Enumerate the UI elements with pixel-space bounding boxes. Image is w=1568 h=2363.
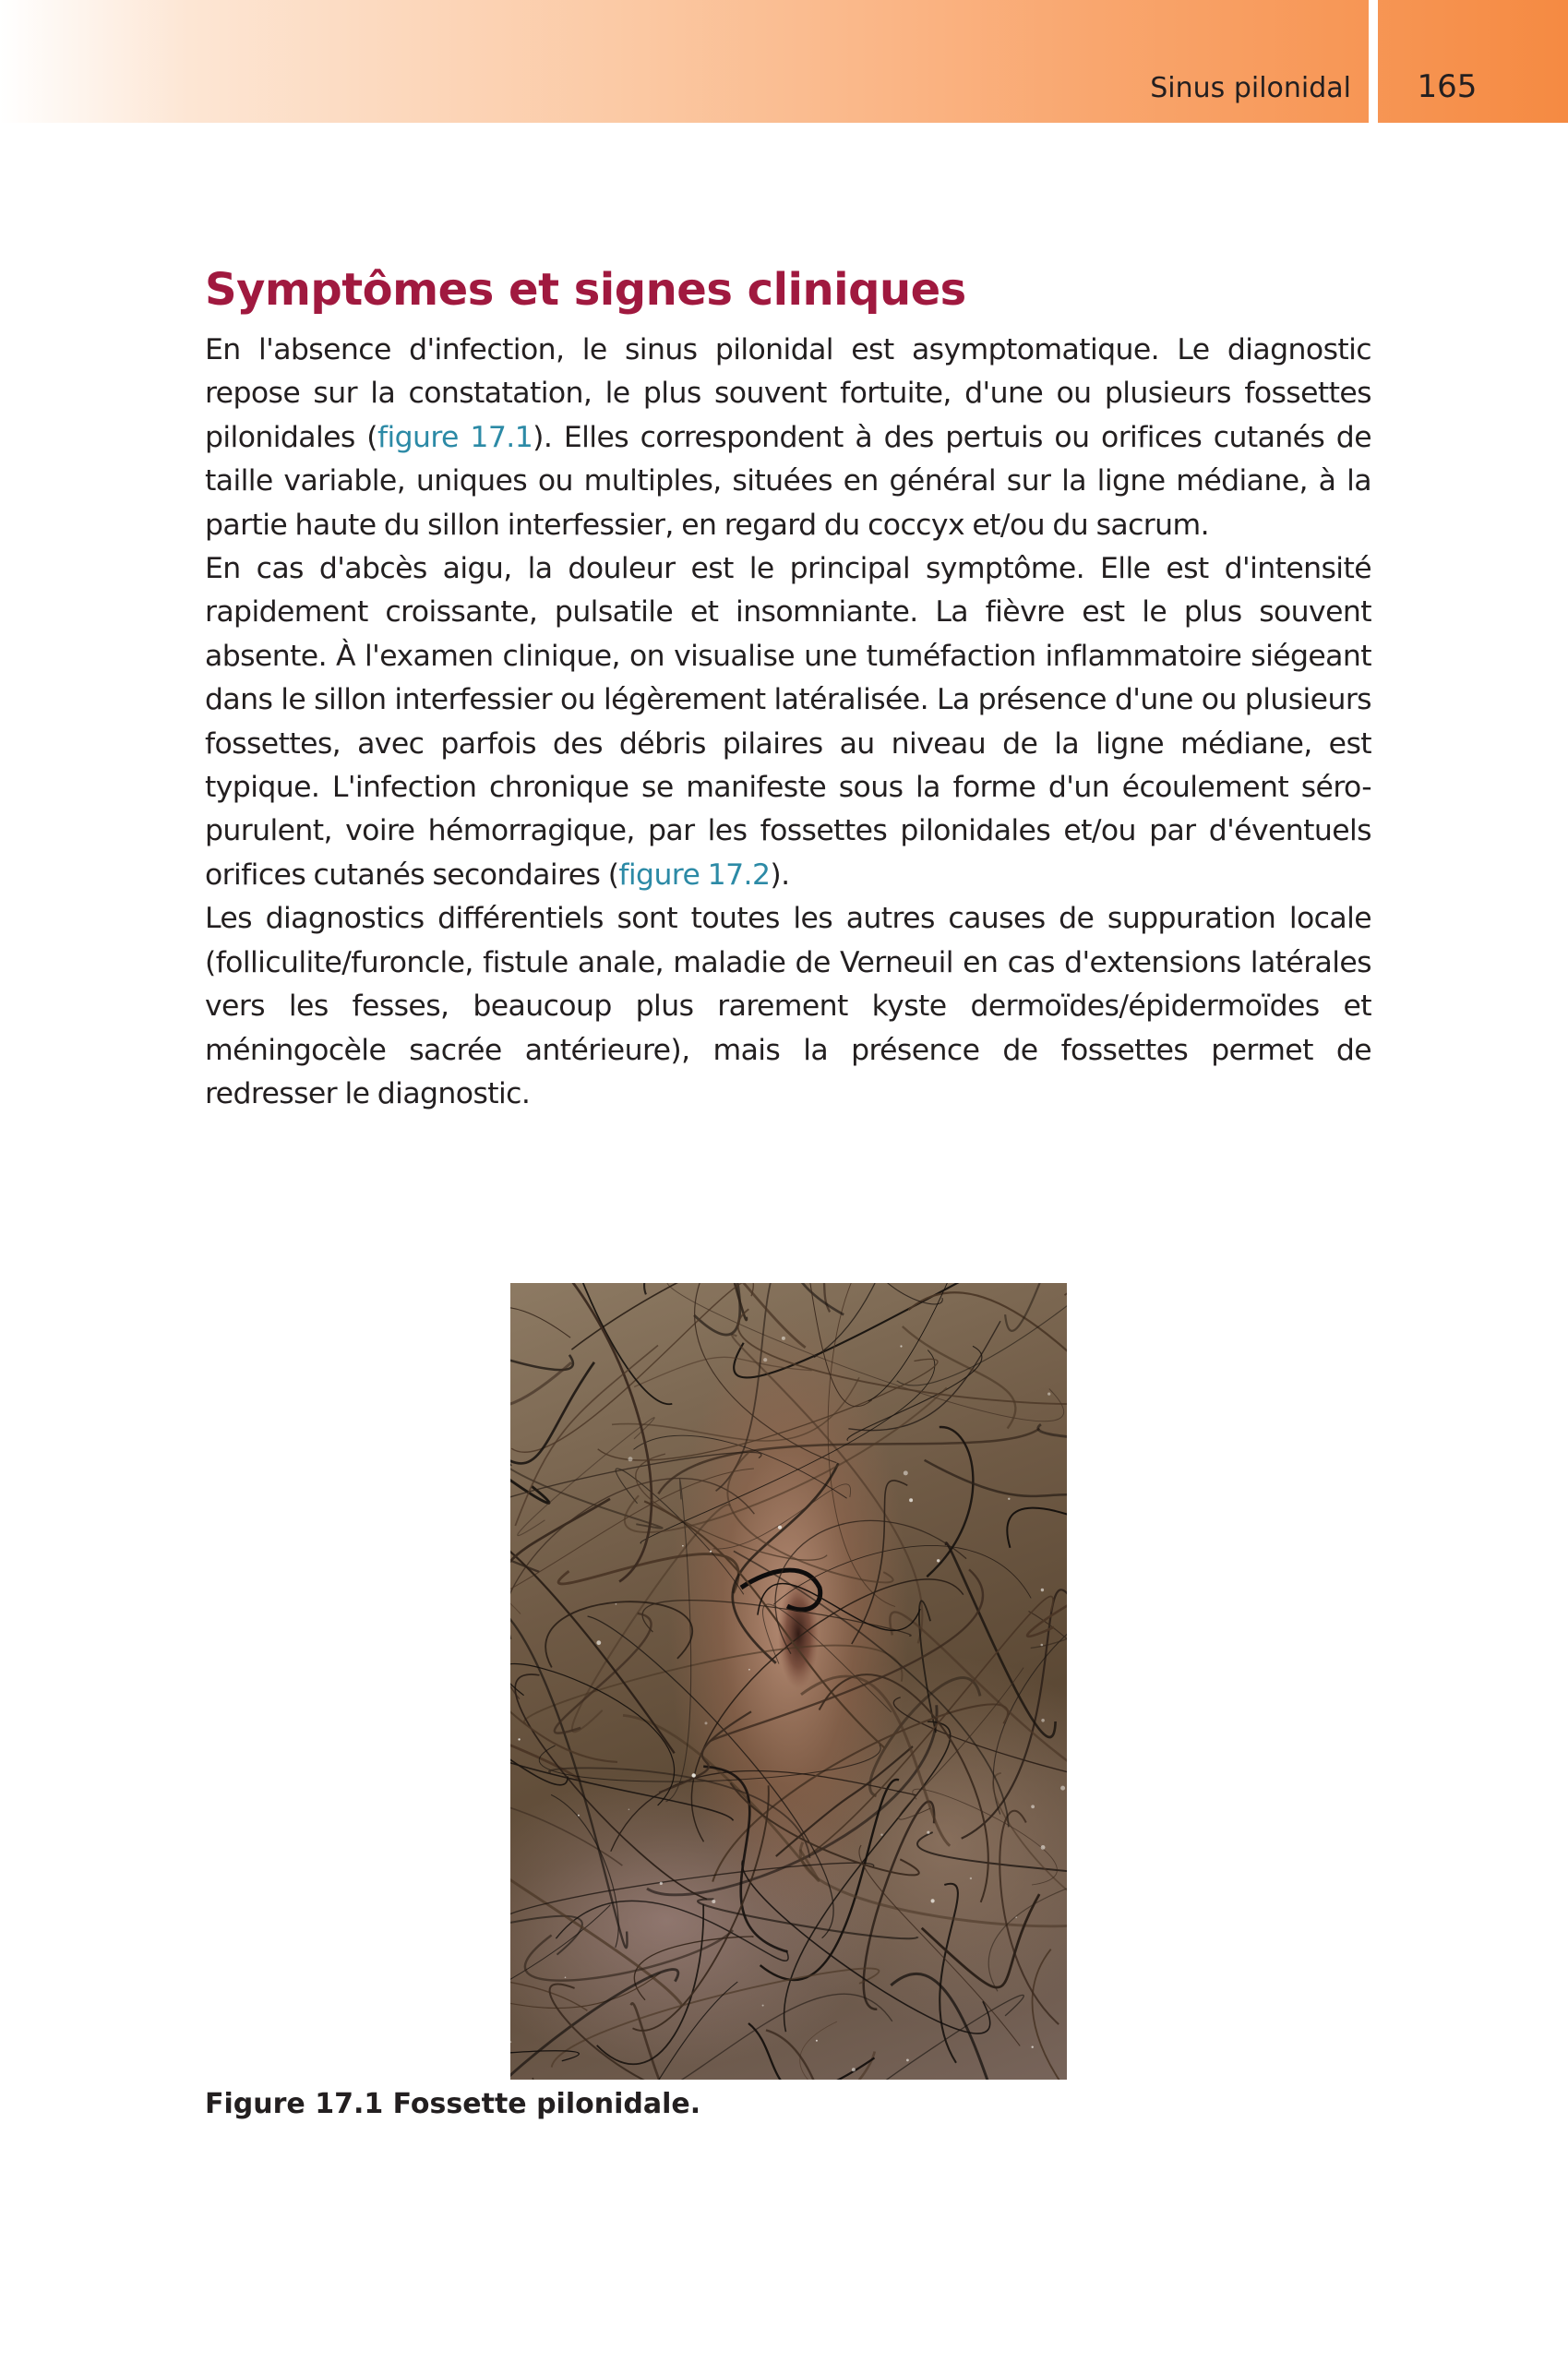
hair-strand	[669, 1283, 740, 1335]
figure-reference-link[interactable]: figure 17.2	[618, 858, 771, 892]
skin-highlight	[660, 1882, 663, 1885]
hair-texture	[510, 1283, 1067, 2080]
skin-highlight	[510, 2041, 511, 2043]
hair-strand	[637, 1283, 747, 1320]
skin-highlight	[816, 2040, 818, 2042]
hair-strand	[510, 1290, 571, 1407]
skin-highlight	[1015, 1916, 1017, 1918]
hair-strand	[551, 1794, 618, 1947]
hair-strand	[558, 1554, 738, 1593]
skin-highlight	[692, 1773, 696, 1777]
hair-strand	[734, 1283, 1067, 1377]
skin-highlight	[1008, 1498, 1010, 1500]
skin-highlight	[927, 1831, 929, 1834]
skin-highlight	[970, 1877, 972, 1879]
skin-highlight	[909, 1498, 913, 1502]
skin-highlight	[705, 1721, 708, 1724]
skin-highlight	[1032, 2046, 1034, 2048]
hair-strand	[510, 1571, 521, 1723]
skin-highlight	[852, 2068, 856, 2071]
hair-strand	[706, 1283, 872, 1407]
header-divider	[1369, 0, 1378, 123]
paragraph-text: En l'absence d'infection, le sinus pilonidal est asymptomatique. Le diagnostic repose sur la constatation, le plus souvent fortuite, d'une ou plusieurs fossettes pilonidales (	[205, 333, 1371, 454]
figure-reference-link[interactable]: figure 17.1	[377, 420, 533, 454]
running-title: Sinus pilonidal	[1150, 72, 1351, 104]
skin-highlight	[682, 1545, 684, 1547]
hair-strand	[784, 1721, 951, 2032]
hair-strand	[909, 1292, 1067, 1474]
hair-strand	[731, 1783, 919, 1876]
hair-strand	[800, 1842, 1067, 1926]
hair-strand	[510, 1448, 539, 1572]
hair-strand	[712, 1704, 1008, 1881]
hair-strand	[925, 1460, 1067, 1496]
page-number: 165	[1417, 68, 1478, 105]
skin-highlight	[1041, 1589, 1044, 1591]
skin-highlight	[710, 1551, 712, 1553]
hair-strand	[814, 1995, 1023, 2080]
paragraph-text: ). Elles correspondent à des pertuis ou orifices cutanés de taille variable, uniques ou multiples, situées en général sur la ligne médiane, à la partie haute du sillon interfessier, en regard du coccyx et/ou du sacrum.	[205, 420, 1371, 542]
hair-strand	[510, 1517, 675, 1753]
skin-highlight	[763, 1358, 767, 1361]
hair-strand	[890, 1612, 1067, 1806]
skin-highlight	[565, 1977, 567, 1979]
skin-highlight	[628, 1457, 633, 1461]
hair-strand	[510, 1512, 617, 1762]
hair-strand	[1007, 1508, 1067, 1684]
skin-highlight	[1041, 1644, 1044, 1647]
pilonidal-pit	[778, 1578, 819, 1689]
hair-strand	[962, 1589, 1067, 1838]
paragraph-text: ).	[770, 858, 790, 892]
skin-highlight	[1041, 1845, 1046, 1850]
hair-strand	[1038, 1424, 1067, 1505]
hair-strand	[597, 1904, 704, 2064]
hair-strand	[927, 1427, 973, 1577]
skin-highlight	[1047, 1393, 1050, 1396]
hair-strand	[766, 2030, 932, 2080]
hair-strand	[858, 1283, 943, 1304]
hair-strand	[776, 1746, 913, 1856]
section-heading: Symptômes et signes cliniques	[205, 264, 966, 316]
skin-highlight	[782, 1337, 785, 1340]
hair-strand	[999, 1811, 1059, 2024]
skin-highlight	[712, 1900, 715, 1903]
hair-strand	[524, 1646, 903, 1724]
hair-strand	[510, 1283, 573, 1370]
skin-highlight	[931, 1899, 935, 1902]
skin-highlight	[906, 2059, 909, 2062]
hair-strand	[893, 1697, 1067, 1801]
paragraph	[205, 547, 1371, 897]
figure-caption: Figure 17.1 Fossette pilonidale.	[205, 2088, 701, 2120]
hair-strand	[848, 1321, 1000, 1430]
clinical-photo	[510, 1283, 1067, 2080]
paragraph	[205, 329, 1371, 547]
hair-strand	[748, 2023, 875, 2080]
hair-strand	[732, 1335, 922, 1643]
skin-highlight	[1041, 1719, 1045, 1722]
hair-strand	[891, 1973, 1067, 2080]
hair-strand	[555, 1613, 652, 1733]
header-band	[0, 0, 1568, 123]
paragraph-text: Les diagnostics différentiels sont toutes les autres causes de suppuration locale (folliculite/furoncle, fistule anale, maladie de Verneuil en cas d'extensions latérales vers les fesses, beaucoup plus rarement kyste dermoïdes/épidermoïdes et méningocèle sacrée antérieure), mais la présence de fossettes permet de redresser le diagnostic.	[205, 902, 1371, 1110]
skin-highlight	[578, 1815, 580, 1817]
hair-strand	[710, 2052, 875, 2081]
skin-highlight	[1060, 1786, 1065, 1791]
hair-strand	[1065, 1288, 1068, 1406]
paragraph	[205, 897, 1371, 1116]
skin-highlight	[518, 1738, 520, 1740]
hair-strand	[913, 1789, 1058, 1885]
skin-highlight	[937, 1559, 940, 1562]
hair-strand	[800, 2021, 980, 2080]
hair-strand	[940, 1884, 958, 2063]
skin-highlight	[762, 2005, 764, 2007]
skin-highlight	[748, 1669, 750, 1671]
hair-strand	[899, 1668, 1023, 1820]
skin-highlight	[904, 1470, 908, 1475]
skin-highlight	[616, 1603, 617, 1605]
hair-strand	[510, 1469, 754, 1622]
hair-strand	[742, 1861, 990, 2033]
hair-strand	[738, 1309, 1067, 1404]
hair-strand	[510, 1357, 511, 1467]
hair-strand	[946, 1543, 1056, 1737]
skin-highlight	[880, 1834, 882, 1836]
skin-highlight	[1031, 1805, 1035, 1808]
body-text	[205, 329, 1371, 1116]
hair-strand	[727, 1450, 892, 1582]
paragraph-text: En cas d'abcès aigu, la douleur est le principal symptôme. Elle est d'intensité rapidement croissante, pulsatile et insomniante. La fièvre est le plus souvent absente. À l'examen clinique, on visualise une tuméfaction inflammatoire siégeant dans le sillon interfessier ou légèrement latéralisée. La présence d'une ou plusieurs fossettes, avec parfois des débris pilaires au niveau de la ligne médiane, est typique. L'infection chronique se manifeste sous la forme d'un écoulement séro-purulent, voire hémorragique, par les fossettes pilonidales et/ou par d'éventuels orifices cutanés secondaires (	[205, 552, 1371, 892]
skin-highlight	[900, 1345, 902, 1347]
skin-highlight	[596, 1640, 601, 1645]
hair-strand	[510, 1466, 663, 1529]
skin-highlight	[628, 1809, 630, 1811]
skin-highlight	[778, 1526, 782, 1529]
hair-strand	[1005, 1283, 1067, 1331]
